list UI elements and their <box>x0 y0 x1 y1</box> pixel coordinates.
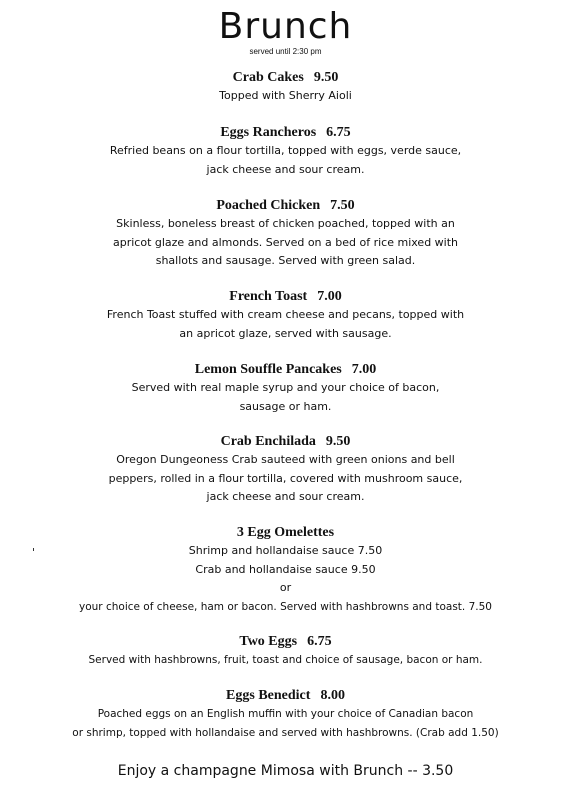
menu-item-description: jack cheese and sour cream. <box>206 162 365 176</box>
menu-item-description: Oregon Dungeoness Crab sauteed with green onions and bell <box>116 453 455 466</box>
menu-item-description: Skinless, boneless breast of chicken poached, topped with an <box>116 217 455 230</box>
menu-item-name: Two Eggs <box>239 634 298 649</box>
menu-item-heading <box>0 524 571 542</box>
menu-item-name: Lemon Souffle Pancakes <box>194 362 342 377</box>
menu-item-french-toast <box>0 288 571 343</box>
menu-item-two-eggs <box>0 633 571 670</box>
menu-item-description: Poached eggs on an English muffin with your choice of Canadian bacon <box>97 708 474 720</box>
menu-subtitle: served until 2:30 pm <box>249 47 322 56</box>
menu-item-heading <box>0 433 571 451</box>
menu-item-description: Shrimp and hollandaise sauce 7.50 <box>188 544 383 557</box>
menu-item-description: shallots and sausage. Served with green salad. <box>155 254 416 267</box>
menu-item-price: 7.00 <box>351 362 377 377</box>
menu-item-price: 9.50 <box>313 70 339 85</box>
menu-item-heading <box>0 69 571 87</box>
menu-item-price: 8.00 <box>320 688 345 703</box>
mimosa-footer: Enjoy a champagne Mimosa with Brunch -- 3.50 <box>117 763 454 779</box>
menu-item-description: your choice of cheese, ham or bacon. Served with hashbrowns and toast. 7.50 <box>79 600 492 613</box>
menu-item-name: French Toast <box>229 289 308 304</box>
menu-item-description: Refried beans on a flour tortilla, topped with eggs, verde sauce, <box>109 144 462 157</box>
scan-speck <box>33 548 34 551</box>
menu-item-description: or shrimp, topped with hollandaise and served with hashbrowns. (Crab add 1.50) <box>72 726 499 739</box>
menu-item-description: Crab and hollandaise sauce 9.50 <box>195 562 376 576</box>
menu-item-price: 7.50 <box>330 198 355 213</box>
menu-item-description: sausage or ham. <box>239 399 332 413</box>
menu-item-heading <box>0 361 571 379</box>
menu-item-name: Eggs Rancheros <box>220 125 317 140</box>
menu-item-name: Eggs Benedict <box>226 688 311 703</box>
menu-item-lemon-souffle-pancakes <box>0 361 571 416</box>
menu-item-description: apricot glaze and almonds. Served on a bed of rice mixed with <box>112 235 459 249</box>
menu-item-name: Poached Chicken <box>216 198 321 213</box>
menu-title: Brunch <box>218 6 353 47</box>
menu-item-heading <box>0 633 571 651</box>
menu-item-poached-chicken <box>0 197 571 271</box>
menu-item-description: an apricot glaze, served with sausage. <box>179 326 392 340</box>
menu-item-eggs-rancheros <box>0 124 571 179</box>
menu-item-name: 3 Egg Omelettes <box>236 525 335 540</box>
menu-item-description: Served with hashbrowns, fruit, toast and choice of sausage, bacon or ham. <box>88 654 483 666</box>
menu-item-price: 6.75 <box>307 634 332 649</box>
menu-item-3-egg-omelettes <box>0 524 571 616</box>
menu-item-crab-cakes <box>0 69 571 106</box>
menu-item-crab-enchilada <box>0 433 571 507</box>
menu-item-name: Crab Enchilada <box>220 434 316 449</box>
menu-item-description: Topped with Sherry Aioli <box>219 89 352 102</box>
menu-item-eggs-benedict <box>0 687 571 742</box>
menu-item-price: 7.00 <box>317 289 342 304</box>
menu-item-heading <box>0 124 571 142</box>
menu-item-description: French Toast stuffed with cream cheese and pecans, topped with <box>106 308 465 321</box>
menu-item-heading <box>0 687 571 705</box>
menu-item-description: Served with real maple syrup and your choice of bacon, <box>131 381 440 394</box>
menu-item-heading <box>0 288 571 306</box>
menu-item-price: 9.50 <box>325 434 351 449</box>
menu-item-description: or <box>279 581 292 594</box>
menu-item-name: Crab Cakes <box>232 70 304 85</box>
menu-item-price: 6.75 <box>326 125 351 140</box>
menu-item-description: jack cheese and sour cream. <box>206 490 365 503</box>
menu-item-heading <box>0 197 571 215</box>
menu-item-description: peppers, rolled in a flour tortilla, covered with mushroom sauce, <box>108 471 463 485</box>
